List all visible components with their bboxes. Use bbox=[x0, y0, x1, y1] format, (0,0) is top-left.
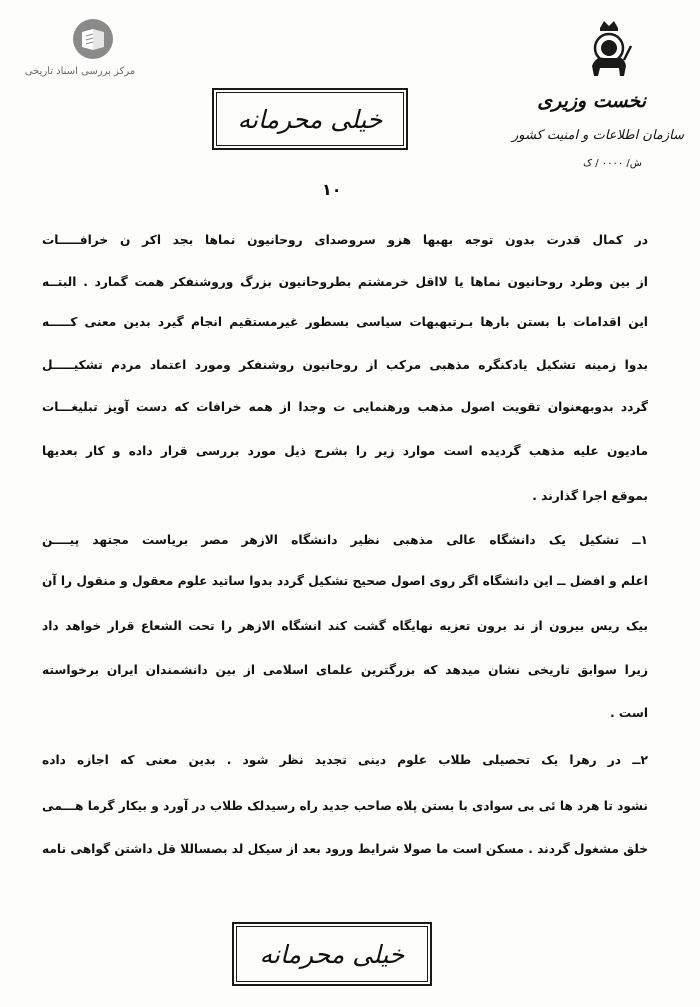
body-line: زیرا سوابق تاریخی نشان میدهد که بزرگترین علمای اسلامی از بین دانشمندان ایران برخواسته bbox=[42, 663, 648, 677]
organization-name: سازمان اطلاعات و امنیت کشور bbox=[511, 128, 684, 143]
page-number: ۱۰ bbox=[322, 180, 342, 199]
office-title: نخست وزیری bbox=[537, 90, 646, 112]
body-line: از بین وطرد روحانیون نماها یا لااقل خرمشتم بطروحانیون بزرگ وروشنفکر همت گمارد . البتــه bbox=[42, 275, 648, 289]
letterhead bbox=[511, 18, 686, 188]
classification-stamp-bottom: خیلی محرمانه bbox=[232, 922, 432, 986]
body-line: خلق مشغول گردند . مسکن است ما صولا شرایط ورود بعد از سیکل لد بصساللا قل داشتن گواهی نامه bbox=[42, 842, 648, 856]
body-line: گردد بدوبهعنوان تقویت اصول مذهب ورهنمایی ت وجدا از همه خرافات که دست آویز تبلیغـــات bbox=[42, 400, 648, 414]
archive-watermark bbox=[20, 18, 140, 78]
body-line: در کمال قدرت بدون توجه بهبها هزو سروصدای روحانیون نماها بجد اکر ن خرافـــــات bbox=[42, 233, 648, 247]
body-line: ۲ــ در رهرا یک تحصیلی طلاب علوم دینی تجدید نظر شود . بدین معنی که اجازه داده bbox=[42, 753, 648, 767]
reference-number: ش/ ۰۰۰۰ / ک bbox=[583, 158, 642, 169]
body-line: بموقع اجرا گذارند . bbox=[532, 489, 648, 503]
body-line: بدوا زمینه تشکیل یادکنگره مذهبی مرکب از روحانیون روشنفکر ومورد اعتماد مردم تشکیـــــل bbox=[42, 358, 648, 372]
body-line: نشود تا هرد ها ئی بی سوادی با بستن پلاه صاحب جدید راه رسیدلک طلاب در آورد و بیکار گرما هـــمی bbox=[42, 799, 648, 813]
body-line: مادیون علیه مذهب گردیده است موارد زیر را بشرح ذیل مورد بررسی قرار داده و کار بعدیها bbox=[42, 444, 648, 458]
classification-stamp-top: خیلی محرمانه bbox=[212, 88, 408, 150]
body-line: ۱ــ تشکیل یک دانشگاه عالی مذهبی نظیر دانشگاه الازهر مصر بریاست مجتهد پیــــن bbox=[42, 533, 648, 547]
body-line: این اقدامات با بستن بارها بـرتبهبهات سیاسی بسطور غیرمستقیم انجام گیرد بدین معنی کـــــه bbox=[42, 315, 648, 329]
archive-logo-icon bbox=[72, 18, 114, 60]
body-line: اعلم و افضل ــ این دانشگاه اگر روی اصول صحیح تشکیل گردد بدوا ساتید علوم معقول و منقول را آن bbox=[42, 574, 648, 588]
lion-and-sun-emblem-icon bbox=[584, 18, 634, 84]
body-line: است . bbox=[610, 706, 648, 720]
archive-caption: مرکز بررسی اسناد تاریخی bbox=[24, 66, 136, 77]
body-line: بیک ریس بیرون از ند برون تعزیه نهایگاه گشت کند انشگاه الازهر را تحت الشعاع قرار خواهد داد bbox=[42, 619, 648, 633]
